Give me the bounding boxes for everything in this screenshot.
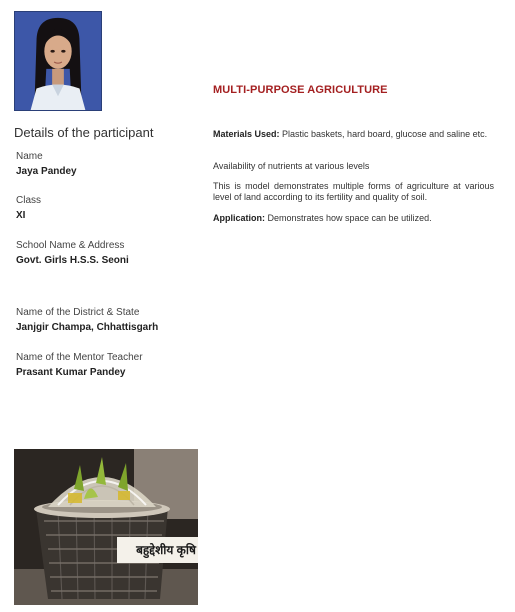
participant-photo (14, 11, 102, 111)
nutrients-paragraph: Availability of nutrients at various levels (213, 161, 370, 171)
model-photo (14, 449, 198, 605)
field-class-label: Class (16, 195, 42, 206)
field-district (16, 306, 206, 334)
field-class-value: XI (16, 210, 26, 221)
details-heading: Details of the participant (14, 125, 154, 140)
field-school-label: School Name & Address (16, 240, 125, 251)
field-name-value: Jaya Pandey (16, 166, 77, 177)
field-school-value: Govt. Girls H.S.S. Seoni (16, 255, 129, 266)
field-mentor (16, 351, 206, 379)
application-paragraph (213, 213, 494, 224)
field-district-value: Janjgir Champa, Chhattisgarh (16, 322, 159, 333)
field-mentor-label: Name of the Mentor Teacher (16, 352, 143, 363)
field-school (16, 239, 206, 267)
field-name (16, 150, 206, 178)
project-title: MULTI-PURPOSE AGRICULTURE (213, 84, 388, 96)
application-label: Application: (213, 213, 265, 223)
field-name-label: Name (16, 151, 43, 162)
materials-paragraph (213, 129, 494, 140)
materials-text: Plastic baskets, hard board, glucose and saline etc. (279, 129, 488, 139)
field-class (16, 194, 206, 222)
field-district-label: Name of the District & State (16, 307, 140, 318)
materials-label: Materials Used: (213, 129, 280, 139)
model-caption: बहुद्देशीय कृषि (117, 537, 198, 563)
application-text: Demonstrates how space can be utilized. (265, 213, 432, 223)
field-mentor-value: Prasant Kumar Pandey (16, 367, 126, 378)
model-description-paragraph: This is model demonstrates multiple forms of agriculture at various level of land according to its fertility and quality of soil. (213, 181, 494, 202)
